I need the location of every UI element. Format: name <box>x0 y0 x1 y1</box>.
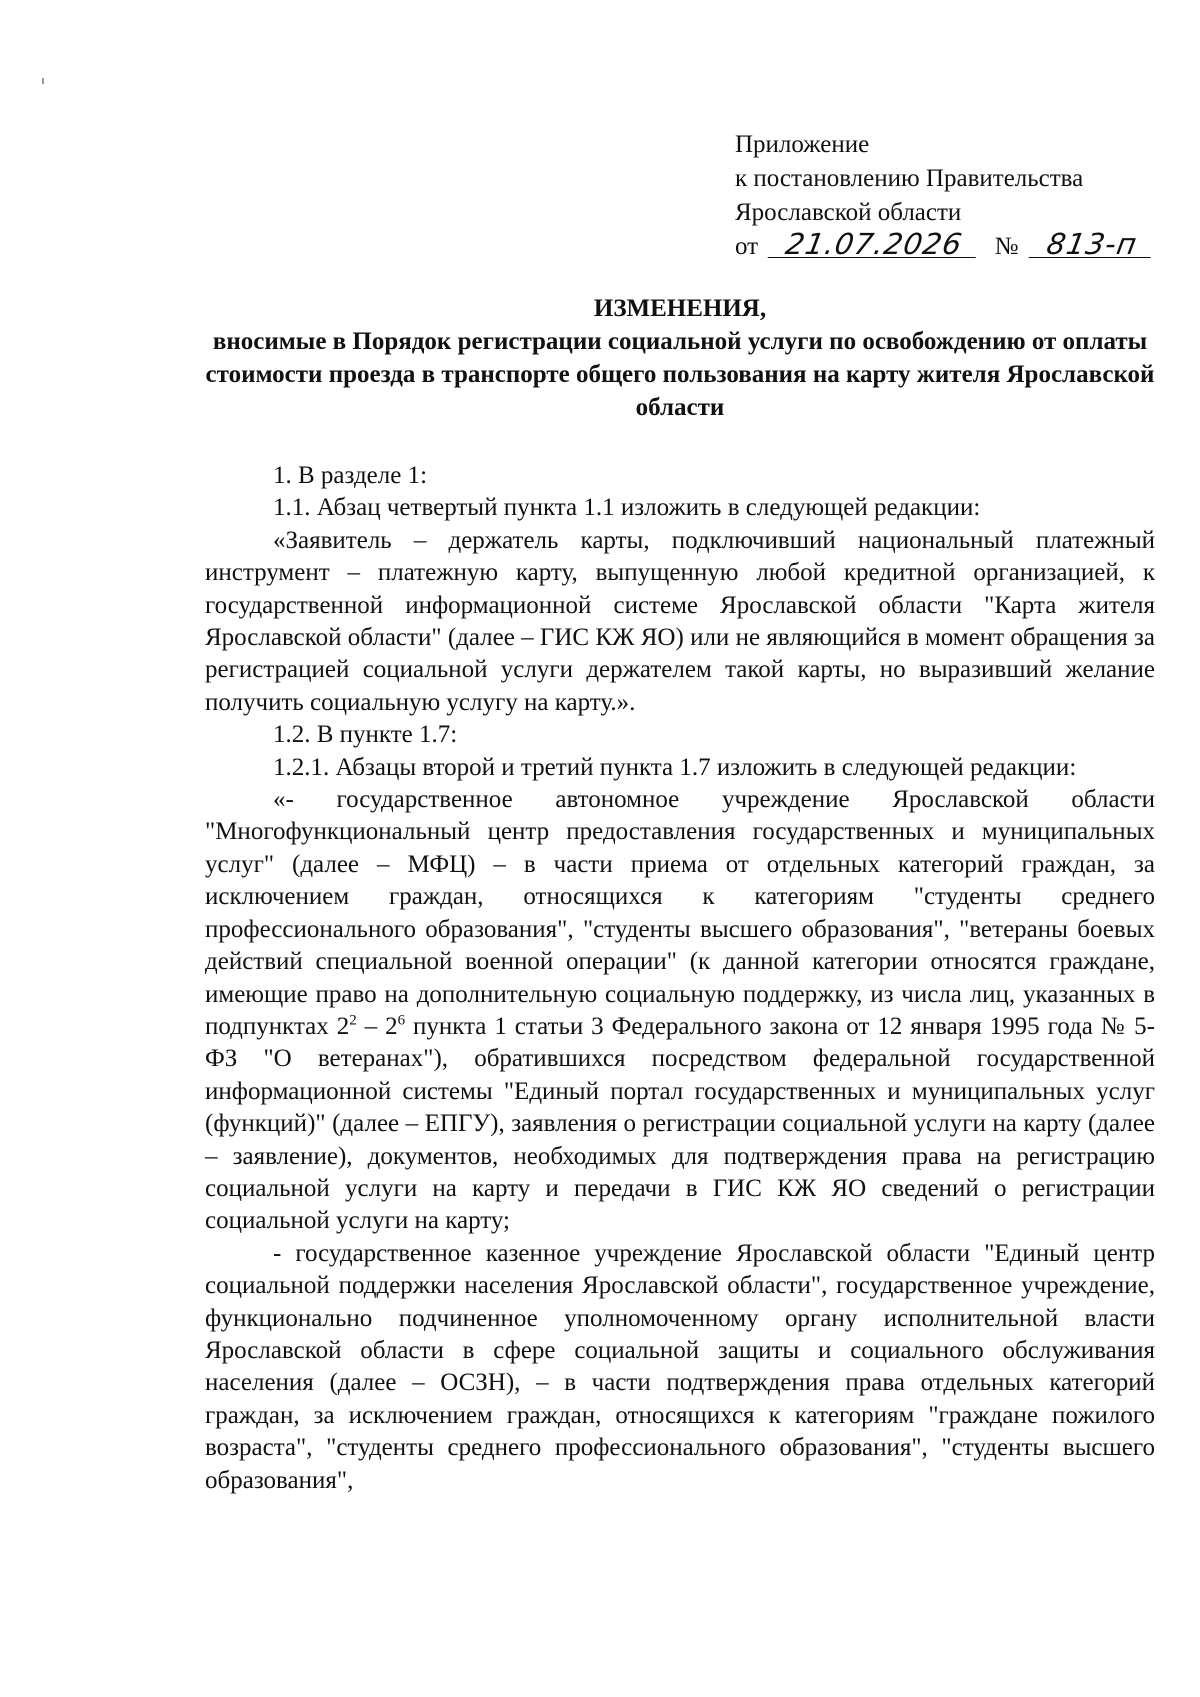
handwritten-number: 813-п <box>1028 231 1155 258</box>
number-sign: № <box>994 233 1019 260</box>
paragraph-6-part-c: пункта 1 статьи 3 Федерального закона от 12 января 1995 года № 5-ФЗ "О ветеранах"), обратившихся посредством федеральной государственной информационной системы "Единый портал государственных и муниципальных услуг (функций)" (далее – ЕПГУ), заявления о регистрации социальной услуги на карту (далее – заявление), документов, необходимых для подтверждения права на регистрацию социальной услуги на карту и передачи в ГИС КЖ ЯО сведений о регистрации социальной услуги на карту; <box>205 1012 1156 1235</box>
appendix-line-3: Ярославской области <box>735 199 962 226</box>
paragraph-7: - государственное казенное учреждение Ярославской области "Единый центр социальной поддержки населения Ярославской области", государственное учреждение, функционально подчиненное уполномоченному органу исполнительной власти Ярославской области в сфере социальной защиты и социального обслуживания населения (далее – ОСЗН), – в части подтверждения права отдельных категорий граждан, за исключением граждан, относящихся к категориям "граждане пожилого возраста", "студенты среднего профессионального образования", "студенты высшего образования", <box>205 1239 1155 1494</box>
paragraph-4: 1.2. В пункте 1.7: <box>273 721 458 749</box>
appendix-line-1: Приложение <box>735 131 870 158</box>
paragraph-1: 1. В разделе 1: <box>273 462 428 489</box>
appendix-line-2: к постановлению Правительства <box>735 165 1084 192</box>
date-prefix: от <box>735 233 759 260</box>
superscript-2: 2 <box>349 1012 357 1029</box>
document-title <box>180 292 1180 424</box>
appendix-header <box>735 128 1153 264</box>
paragraph-3: «Заявитель – держатель карты, подключивший национальный платежный инструмент – платежную карту, выпущенную любой кредитной организацией, к государственной информационной системе Ярославской области "Карта жителя Ярославской области" (далее – ГИС КЖ ЯО) или не являющийся в момент обращения за регистрацией социальной услуги держателем такой карты, но выразивший желание получить социальную услугу на карту.». <box>205 526 1155 716</box>
paragraph-6-part-a: «- государственное автономное учреждение Ярославской области "Многофункциональный центр предоставления государственных и муниципальных услуг" (далее – МФЦ) – в части приема от отдельных категорий граждан, за исключением граждан, относящихся к категориям "студенты среднего профессионального образования", "студенты высшего образования", "ветераны боевых действий специальной военной операции" (к данной категории относятся граждане, имеющие право на дополнительную социальную поддержку, из числа лиц, указанных в подпунктах 2 <box>205 786 1155 1040</box>
title-subtitle: вносимые в Порядок регистрации социальной услуги по освобождению от оплаты стоимости проезда в транспорте общего пользования на карту жителя Ярославской области <box>205 328 1155 421</box>
appendix-date-line <box>735 227 1153 264</box>
title-main: ИЗМЕНЕНИЯ, <box>593 295 767 322</box>
superscript-6: 6 <box>397 1012 406 1029</box>
handwritten-date: 21.07.2026 <box>768 231 981 258</box>
paragraph-6-part-b: – 2 <box>356 1012 398 1040</box>
paragraph-5: 1.2.1. Абзацы второй и третий пункта 1.7 изложить в следующей редакции: <box>273 753 1077 781</box>
paragraph-6 <box>205 784 1155 1238</box>
document-body <box>205 460 1155 1497</box>
paragraph-2: 1.1. Абзац четвертый пункта 1.1 изложить в следующей редакции: <box>273 494 981 522</box>
scan-speck <box>42 78 44 84</box>
